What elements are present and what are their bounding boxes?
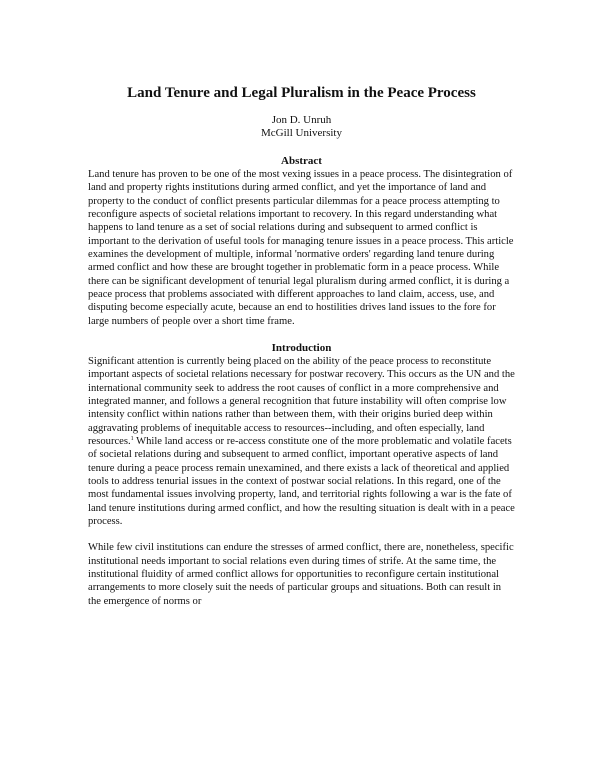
- intro-p1-text-b: While land access or re-access constitute one of the more problematic and volatile facets of societal relations during and subsequent to armed conflict, important operative aspects of land tenure during a peace process remain unexamined, and there exists a lack of theoretical and applied tools to address tenurial issues in the context of postwar social relations. In this regard, one of the most fundamental issues involving property, land, and territorial rights following a war is the fate of land tenure institutions during armed conflict, and how the resulting situation is dealt with in a peace process.: [88, 436, 515, 528]
- footnote-marker[interactable]: 1: [130, 436, 134, 443]
- author-block: [88, 114, 515, 141]
- introduction-paragraph-2: While few civil institutions can endure the stresses of armed conflict, there are, nonetheless, specific institutional needs important to social relations even during times of strife. At the same time, the institutional fluidity of armed conflict allows for opportunities to reconfigure certain institutional arrangements to more closely suit the needs of particular groups and situations. Both can result in the emergence of norms or: [88, 542, 514, 607]
- introduction-paragraph-1: [88, 355, 515, 528]
- abstract-heading: Abstract: [281, 154, 322, 167]
- paper-title: Land Tenure and Legal Pluralism in the Peace Process: [127, 85, 476, 101]
- introduction-heading: Introduction: [271, 341, 332, 354]
- author-name: Jon D. Unruh: [271, 114, 332, 126]
- author-affiliation: McGill University: [261, 127, 342, 140]
- intro-p1-text-a: Significant attention is currently being placed on the ability of the peace process to reconstitute important aspects of societal relations necessary for postwar recovery. This occurs as the UN and the international community seek to address the root causes of conflict in a more comprehensive and integrated manner, and follows a general recognition that future instability will often comprise low intensity conflict within nations rather than between them, with their origins buried deep within aggravating problems of inequitable access to resources--including, and often especially, land resources.: [88, 356, 515, 448]
- abstract-text: Land tenure has proven to be one of the most vexing issues in a peace process. The disintegration of land and property rights institutions during armed conflict, and yet the importance of land and property to the conduct of conflict presents particular dilemmas for a peace process attempting to reconfigure aspects of societal relations important to recovery. In this regard understanding what happens to land tenure as a set of social relations during and subsequent to armed conflict is important to the derivation of useful tools for managing tenure issues in a peace process. This article examines the development of multiple, informal 'normative orders' regarding land tenure during armed conflict and how these are brought together in problematic form in a peace process. While there can be significant development of tenurial legal pluralism during armed conflict, it is during a peace process that problems associated with different approaches to land claim, access, use, and disputing become especially acute, because an end to hostilities drives land issues to the fore for large numbers of people over a short time frame.: [88, 168, 514, 327]
